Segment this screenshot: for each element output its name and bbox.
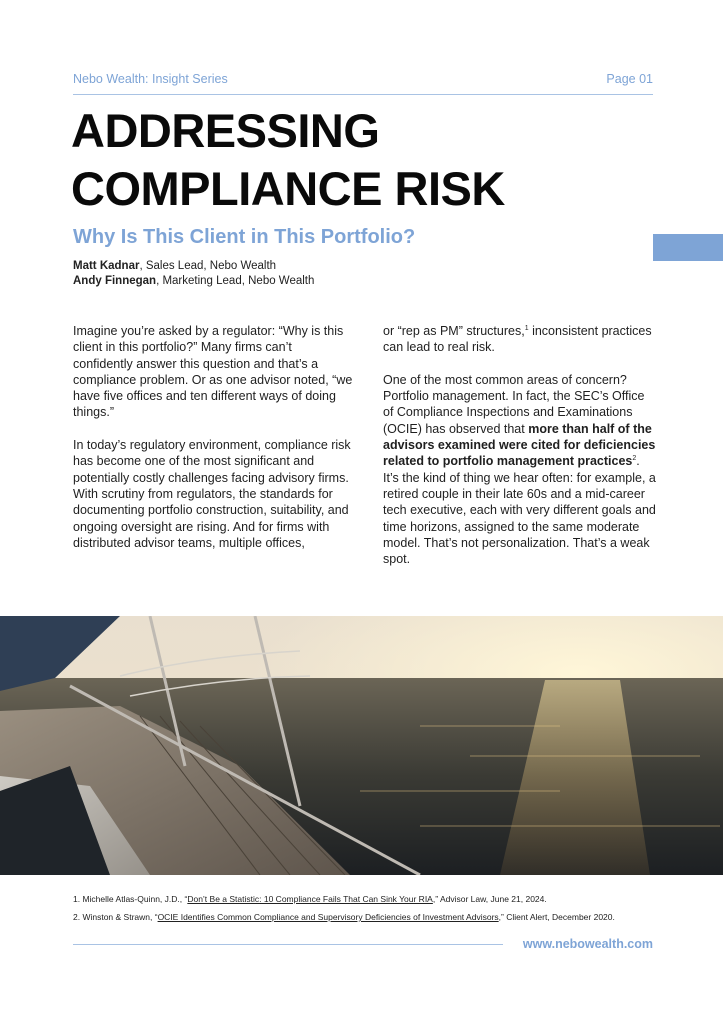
paragraph: In today’s regulatory environment, compliance risk has become one of the most significant and potentially costly challenges facing advisory firms. With scrutiny from regulators, the standards for documenting portfolio construction, suitability, and ongoing oversight are rising. And for firms with distributed advisor teams, multiple offices, <box>73 438 351 550</box>
series-label: Nebo Wealth: Insight Series <box>73 72 228 86</box>
sailboat-photo <box>0 616 723 875</box>
footnote-text: 2. Winston & Strawn, “ <box>73 912 158 922</box>
footer-divider <box>73 944 503 945</box>
text-run: inconsistent practices can lead to real risk. <box>383 324 652 355</box>
text-run: . It’s the kind of thing we hear often: for example, a retired couple in their late 60s and a mid-career tech executive, each with very different goals and time horizons, assigned to the same moderate model. That’s not personalization. That’s a weak spot. <box>383 454 656 567</box>
body-column-right <box>383 323 658 584</box>
emphasis-text: more than half of the advisors examined were cited for deficiencies related to portfolio management practices <box>383 421 656 469</box>
author-2 <box>73 274 314 289</box>
author-role: , Sales Lead, Nebo Wealth <box>139 260 277 272</box>
author-name: Andy Finnegan <box>73 275 157 287</box>
accent-bar <box>653 234 723 261</box>
header-divider <box>73 94 653 95</box>
footnote-ref-2[interactable]: 2 <box>632 455 637 463</box>
footnote-1 <box>73 890 693 908</box>
subtitle: Why Is This Client in This Portfolio? <box>73 226 416 248</box>
paragraph <box>383 372 658 568</box>
page-number: Page 01 <box>606 72 653 86</box>
footnote-text: 1. Michelle Atlas-Quinn, J.D., “ <box>73 894 188 904</box>
text-run: One of the most common areas of concern? Portfolio management. In fact, the SEC’s Office of Compliance Inspections and Examinations (OCIE) has observed that <box>383 372 645 436</box>
authors <box>73 259 314 289</box>
footnote-text: ,” Client Alert, December 2020. <box>498 912 615 922</box>
author-1 <box>73 259 314 274</box>
footnote-link-1[interactable]: Don’t Be a Statistic: 10 Compliance Fails That Can Sink Your RIA <box>187 894 433 904</box>
author-role: , Marketing Lead, Nebo Wealth <box>156 275 315 287</box>
author-name: Matt Kadnar <box>73 260 140 272</box>
title-line-2: COMPLIANCE RISK <box>71 162 505 215</box>
footnote-link-2[interactable]: OCIE Identifies Common Compliance and Supervisory Deficiencies of Investment Advisors <box>157 912 499 922</box>
footnote-2 <box>73 908 693 926</box>
text-run: or “rep as PM” structures, <box>383 324 525 338</box>
footnotes <box>73 890 693 926</box>
website-link[interactable]: www.nebowealth.com <box>522 937 653 951</box>
paragraph <box>383 323 658 356</box>
page-title <box>71 102 671 218</box>
footnote-ref-1[interactable]: 1 <box>524 324 529 332</box>
title-line-1: ADDRESSING <box>71 104 380 157</box>
body-column-left <box>73 323 353 567</box>
paragraph: Imagine you’re asked by a regulator: “Why is this client in this portfolio?” Many firms can’t confidently answer this question and that’s a compliance problem. Or as one advisor noted, “we have five offices and ten different ways of doing things.” <box>73 324 353 420</box>
footnote-text: ,” Advisor Law, June 21, 2024. <box>432 894 547 904</box>
